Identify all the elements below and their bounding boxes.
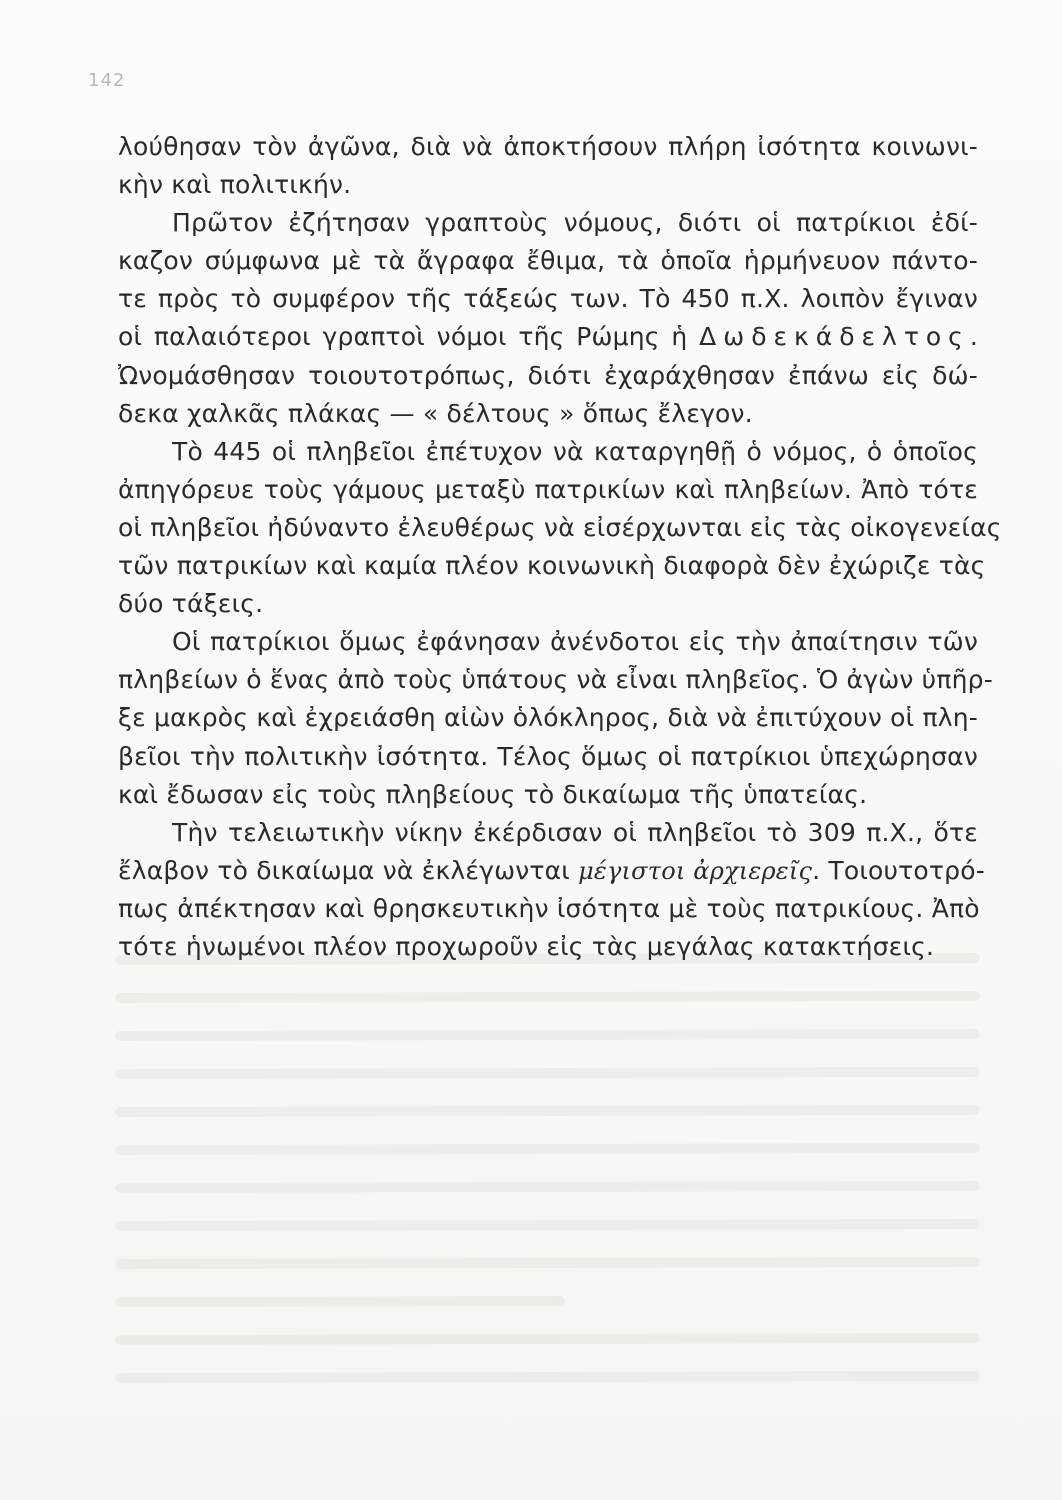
italic-term: μέγιστοι ἀρχιερεῖς <box>578 856 813 885</box>
paragraph-first-line: Πρῶτον ἐζήτησαν γραπτοὺς νόμους, διότι οἱ πατρίκιοι ἐδί- <box>172 208 978 238</box>
text-segment: οἱ παλαιότεροι γραπτοὶ νόμοι τῆς Ρώμης ἡ <box>118 322 700 352</box>
text-line: βεῖοι τὴν πολιτικὴν ἰσότητα. Τέλος ὅμως οἱ πατρίκιοι ὑπεχώρησαν <box>118 741 978 771</box>
text-segment: . <box>969 322 978 352</box>
text-line: καζον σύμφωνα μὲ τὰ ἄγραφα ἔθιμα, τὰ ὁποῖα ἡρμήνευον πάντο- <box>118 246 978 276</box>
text-line: κὴν καὶ πολιτικήν. <box>118 170 352 200</box>
text-line: δεκα χαλκᾶς πλάκας — « δέλτους » ὅπως ἔλεγον. <box>118 398 753 428</box>
text-line: τε πρὸς τὸ συμφέρον τῆς τάξεώς των. Τὸ 450 π.Χ. λοιπὸν ἔγιναν <box>118 284 978 314</box>
dodekadeltos-term: Δωδεκάδελτος <box>699 322 970 352</box>
text-line: λούθησαν τὸν ἀγῶνα, διὰ νὰ ἀποκτήσουν πλήρη ἰσότητα κοινωνι- <box>118 132 978 161</box>
text-line: δύο τάξεις. <box>118 589 264 619</box>
text-segment: ἔλαβον τὸ δικαίωμα νὰ ἐκλέγωνται <box>118 855 579 885</box>
paragraph-first-line: Τὴν τελειωτικὴν νίκην ἐκέρδισαν οἱ πληβεῖοι τὸ 309 π.Χ., ὅτε <box>172 817 978 847</box>
text-line: πως ἀπέκτησαν καὶ θρησκευτικὴν ἰσότητα μὲ τοὺς πατρικίους. Ἀπὸ <box>118 893 980 923</box>
text-segment: . Τοιουτοτρό- <box>812 855 985 885</box>
page-number: 142 <box>88 70 126 91</box>
text-line: ξε μακρὸς καὶ ἐχρειάσθη αἰὼν ὁλόκληρος, διὰ νὰ ἐπιτύχουν οἱ πλη- <box>118 703 978 733</box>
text-line: Ὠνομάσθησαν τοιουτοτρόπως, διότι ἐχαράχθησαν ἐπάνω εἰς δώ- <box>118 360 978 390</box>
text-line: καὶ ἔδωσαν εἰς τοὺς πληβείους τὸ δικαίωμα τῆς ὑπατείας. <box>118 779 868 809</box>
text-line: πληβείων ὁ ἕνας ἀπὸ τοὺς ὑπάτους νὰ εἶναι πληβεῖος. Ὁ ἀγὼν ὑπῆρ- <box>118 665 993 695</box>
paragraph-first-line: Οἱ πατρίκιοι ὅμως ἐφάνησαν ἀνένδοτοι εἰς τὴν ἀπαίτησιν τῶν <box>172 627 978 657</box>
body-text <box>118 128 1002 966</box>
text-line: τότε ἡνωμένοι πλέον προχωροῦν εἰς τὰς μεγάλας κατακτήσεις. <box>118 931 935 961</box>
paragraph-first-line: Τὸ 445 οἱ πληβεῖοι ἐπέτυχον νὰ καταργηθῇ ὁ νόμος, ὁ ὁποῖος <box>172 436 978 466</box>
text-line: τῶν πατρικίων καὶ καμία πλέον κοινωνικὴ διαφορὰ δὲν ἐχώριζε τὰς <box>118 551 986 581</box>
text-line: ἀπηγόρευε τοὺς γάμους μεταξὺ πατρικίων καὶ πληβείων. Ἀπὸ τότε <box>118 474 978 504</box>
text-line <box>118 852 985 890</box>
text-line <box>118 318 978 356</box>
text-line: οἱ πληβεῖοι ἠδύναντο ἐλευθέρως νὰ εἰσέρχωνται εἰς τὰς οἰκογενείας <box>118 512 1002 542</box>
